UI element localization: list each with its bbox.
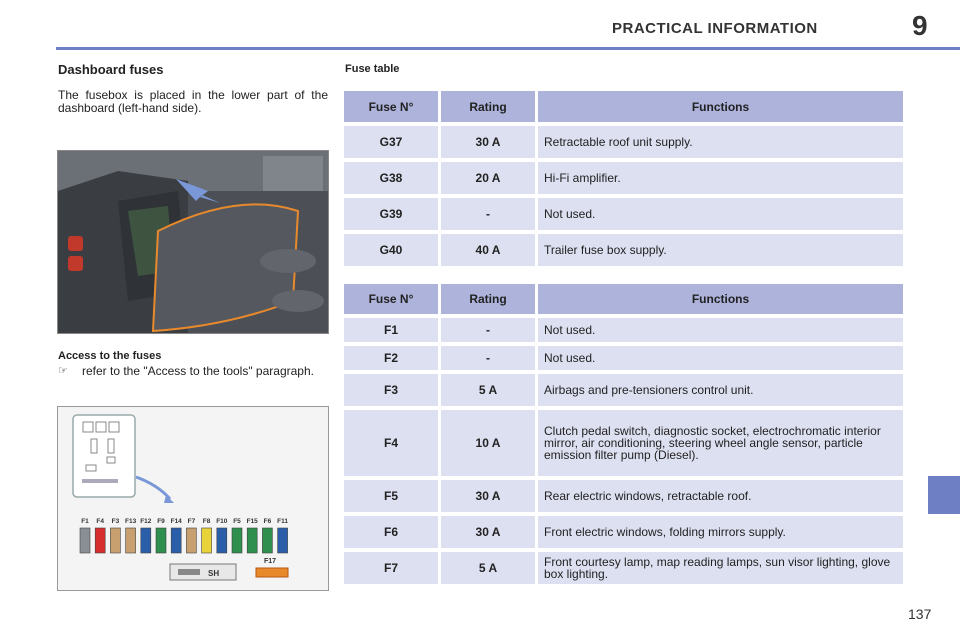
- fuse-label: F7: [187, 518, 196, 525]
- fuse-label: F5: [233, 518, 241, 525]
- fuse-f15: [247, 528, 257, 553]
- table-row: [344, 552, 903, 584]
- function-cell: Retractable roof unit supply.: [538, 126, 903, 158]
- fuse-table-title: Fuse table: [345, 63, 400, 75]
- rating-cell: -: [441, 198, 535, 230]
- fuse-f11: [278, 528, 288, 553]
- function-cell: Rear electric windows, retractable roof.: [538, 480, 903, 512]
- header-rating: Rating: [441, 91, 535, 122]
- fusebox-diagram-svg: [58, 407, 328, 590]
- header-rating: Rating: [441, 284, 535, 314]
- rating-cell: 30 A: [441, 126, 535, 158]
- fuse-f7: [186, 528, 196, 553]
- function-cell: Front courtesy lamp, map reading lamps, sun visor lighting, glove box lighting.: [538, 552, 903, 584]
- section-title: Dashboard fuses: [58, 62, 164, 77]
- rating-cell: 30 A: [441, 480, 535, 512]
- fuse-f8: [202, 528, 212, 553]
- header-functions: Functions: [538, 91, 903, 122]
- fuse-f6: [262, 528, 272, 553]
- fuse-cell: F7: [344, 552, 438, 584]
- fuse-label: F4: [96, 518, 104, 525]
- fuse-f10: [217, 528, 227, 553]
- pointing-hand-icon: ☞: [58, 365, 68, 377]
- function-cell: Clutch pedal switch, diagnostic socket, electrochromatic interior mirror, air conditioning, steering wheel angle sensor, particle emission filter pump (Diesel).: [538, 410, 903, 476]
- access-instruction: [58, 365, 328, 378]
- fuse-cell: F3: [344, 374, 438, 406]
- table-header-row: [344, 91, 903, 122]
- fuse-f12: [141, 528, 151, 553]
- dashboard-photo-illustration: [58, 151, 328, 333]
- fuse-f1: [80, 528, 90, 553]
- fuse-cell: F5: [344, 480, 438, 512]
- table-row: [344, 516, 903, 548]
- header-functions: Functions: [538, 284, 903, 314]
- access-title: Access to the fuses: [58, 350, 162, 362]
- fuse-f13: [126, 528, 136, 553]
- fuse-cell: F1: [344, 318, 438, 342]
- fuse-label: F3: [111, 518, 120, 525]
- rating-cell: 30 A: [441, 516, 535, 548]
- table-row: [344, 374, 903, 406]
- fuse-table-g: [344, 91, 903, 270]
- fuse-cell: F2: [344, 346, 438, 370]
- page-header-title: PRACTICAL INFORMATION: [612, 20, 818, 37]
- access-text: refer to the "Access to the tools" paragraph.: [82, 364, 314, 378]
- page-number: 137: [908, 606, 932, 622]
- function-cell: Airbags and pre-tensioners control unit.: [538, 374, 903, 406]
- fuse-f3: [110, 528, 120, 553]
- table-row: [344, 198, 903, 230]
- table-row: [344, 234, 903, 266]
- fuse-label: F9: [157, 518, 165, 525]
- fuse-label: F11: [277, 518, 289, 525]
- fuse-label: F15: [246, 518, 258, 525]
- fuse-f5: [232, 528, 242, 553]
- function-cell: Trailer fuse box supply.: [538, 234, 903, 266]
- rating-cell: 10 A: [441, 410, 535, 476]
- fuse-f9: [156, 528, 166, 553]
- fuse-cell: G37: [344, 126, 438, 158]
- fuse-label: F14: [170, 518, 182, 525]
- fuse-cell: G38: [344, 162, 438, 194]
- fuse-label: F8: [202, 518, 211, 525]
- fuse-cell: F4: [344, 410, 438, 476]
- table-row: [344, 346, 903, 370]
- function-cell: Front electric windows, folding mirrors supply.: [538, 516, 903, 548]
- f17-label: F17: [264, 558, 277, 565]
- fuse-table-f: [344, 284, 903, 588]
- table-header-row: [344, 284, 903, 314]
- fuse-cell: G40: [344, 234, 438, 266]
- chapter-number: 9: [912, 10, 928, 41]
- table-row: [344, 162, 903, 194]
- table-row: [344, 480, 903, 512]
- fuse-f14: [171, 528, 181, 553]
- fuse-f17: [256, 568, 288, 577]
- fuse-label: F12: [140, 518, 152, 525]
- dashboard-photo: [57, 150, 329, 334]
- fuse-label: F1: [81, 518, 89, 525]
- rating-cell: 5 A: [441, 552, 535, 584]
- fuse-label: F13: [124, 518, 137, 525]
- rating-cell: -: [441, 346, 535, 370]
- fuse-label: F10: [216, 518, 228, 525]
- header-fuse: Fuse N°: [344, 284, 438, 314]
- header-rule: [56, 47, 960, 50]
- function-cell: Not used.: [538, 346, 903, 370]
- rating-cell: -: [441, 318, 535, 342]
- table-row: [344, 126, 903, 158]
- table-row: [344, 410, 903, 476]
- fuse-cell: G39: [344, 198, 438, 230]
- fuse-label: F6: [263, 518, 272, 525]
- function-cell: Hi-Fi amplifier.: [538, 162, 903, 194]
- chapter-side-tab: [928, 476, 960, 514]
- header-fuse: Fuse N°: [344, 91, 438, 122]
- intro-text: The fusebox is placed in the lower part of the dashboard (left-hand side).: [58, 88, 328, 115]
- fuse-f4: [95, 528, 105, 553]
- table-row: [344, 318, 903, 342]
- rating-cell: 5 A: [441, 374, 535, 406]
- rating-cell: 40 A: [441, 234, 535, 266]
- sh-label: SH: [208, 569, 220, 578]
- rating-cell: 20 A: [441, 162, 535, 194]
- fusebox-diagram: [57, 406, 329, 591]
- function-cell: Not used.: [538, 198, 903, 230]
- fuse-cell: F6: [344, 516, 438, 548]
- function-cell: Not used.: [538, 318, 903, 342]
